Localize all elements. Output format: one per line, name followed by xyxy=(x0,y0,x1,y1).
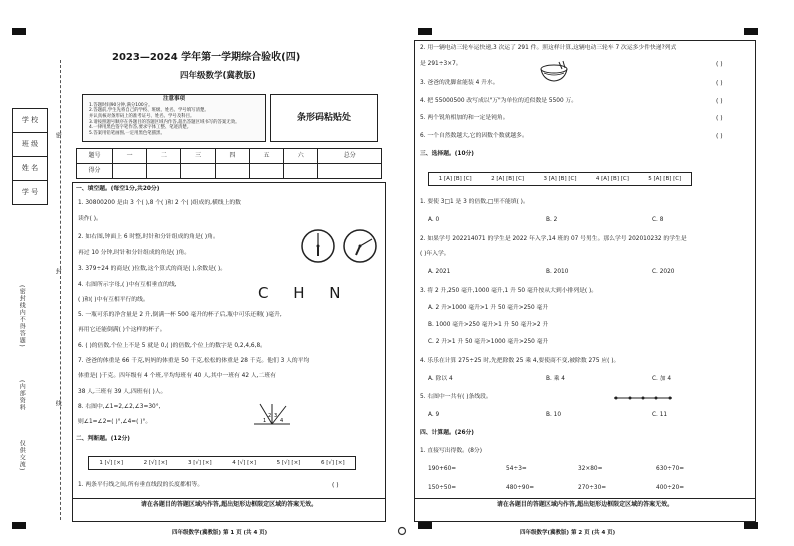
seal-note: (内部资料 xyxy=(18,380,26,412)
seal-note: (密封线内不得答题) xyxy=(18,285,26,348)
q5-line: 再用它还能倒满( )个这样的杯子。 xyxy=(78,327,166,333)
choice-option: C. 8 xyxy=(652,217,664,223)
notice-heading: 注意事项 xyxy=(162,96,185,102)
q7-line: 体重是( )千克。四年级有 4 个班,平均每班有 40 人,其中一班有 42 人,二班有 xyxy=(78,373,276,379)
choice-q4-stem: 4. 乐乐在计算 275÷25 时,先把除数 25 乘 4,要使商不变,被除数 275 应( )。 xyxy=(420,358,620,364)
choice-option: C. 11 xyxy=(652,412,668,418)
judge-answer-cell[interactable]: 4 [√] [×] xyxy=(232,459,256,466)
choice-option: C. 2 升>1 升 50 毫升>1000 毫升>250 毫升 xyxy=(428,339,549,345)
score-cell[interactable] xyxy=(215,164,249,179)
registration-mark xyxy=(744,522,758,529)
judge-q4: 4. 把 55000500 改写成以"万"为单位的近似数是 5500 万。 xyxy=(420,98,578,104)
judge-q6: 6. 一个自然数越大,它的因数个数就越多。 xyxy=(420,133,528,139)
answer-paren[interactable]: ( ) xyxy=(716,115,723,122)
judge-q5: 5. 两个锐角相加的和一定是钝角。 xyxy=(420,115,509,121)
q5-line: 5. 一瓶可乐的净含量是 2 升,倒满一杯 500 毫升的杯子后,瓶中可乐还剩( )毫升, xyxy=(78,312,282,318)
choice-option: C. 加 4 xyxy=(652,376,672,382)
judge-q1: 1. 两条平行线之间,所有垂直线段的长度都相等。 xyxy=(78,482,204,488)
section1-title: 一、填空题。(每空1分,共20分) xyxy=(76,186,160,192)
calc-item: 54÷3= xyxy=(506,466,527,472)
q4-line: 4. 右图所示字母,( )中有互相垂直的线, xyxy=(78,282,177,288)
notice-item: 3.请按照题号顺序在各题目的答题区域内作答,超出答题区域书写的答案无效。 xyxy=(89,119,240,125)
score-cell[interactable] xyxy=(284,164,318,179)
q8-line: 8. 右图中,∠1=2,∠2,∠3=30°, xyxy=(78,404,161,410)
section2-title: 二、判断题。(12分) xyxy=(76,436,130,442)
judge-q3: 3. 爸爸的洗脚盆能装 4 升水。 xyxy=(420,80,499,86)
calc-item: 480÷90= xyxy=(506,485,535,491)
section4-title: 四、计算题。(26分) xyxy=(420,430,474,436)
seal-line xyxy=(60,60,61,520)
choice-q2-stem: ( )年入学。 xyxy=(420,251,450,257)
judge-answer-cell[interactable]: 6 [√] [×] xyxy=(320,459,345,466)
clock-icon xyxy=(342,228,378,264)
choice-q2-stem: 2. 如果学号 202214071 的学生是 2022 年入学,14 班的 07 号男生。那么学号 202010232 的学生是 xyxy=(420,236,687,242)
calc-item: 270÷30= xyxy=(578,485,607,491)
calc-item: 630÷70= xyxy=(656,466,685,472)
score-cell[interactable] xyxy=(318,164,382,179)
q7-line: 38 人,三班有 39 人,四班有( )人。 xyxy=(78,389,167,395)
section3-title: 三、选择题。(10分) xyxy=(420,151,474,157)
segment-figure-icon xyxy=(612,393,674,403)
registration-mark xyxy=(744,28,758,35)
registration-mark xyxy=(12,28,26,35)
calc-item: 150÷50= xyxy=(428,485,457,491)
seal-text-low: 线 xyxy=(54,400,62,407)
choice-option: B. 2 xyxy=(546,217,558,223)
q1-line: 读作( )。 xyxy=(78,216,102,222)
judge-answer-grid xyxy=(88,456,356,470)
answer-paren[interactable]: ( ) xyxy=(716,98,723,105)
choice-q1-stem: 1. 要使 3□1 是 3 的倍数,□里不能填( )。 xyxy=(420,199,529,205)
exam-title: 2023—2024 学年第一学期综合验收(四) xyxy=(112,52,301,63)
angle-label: 3 xyxy=(274,413,278,419)
notice-item: 并认真核对条形码上的准考证号、姓名、学号及科目。 xyxy=(89,114,195,120)
seal-text-top: 密 xyxy=(54,132,62,139)
score-col-header: 五 xyxy=(249,149,283,164)
score-col-header: 四 xyxy=(215,149,249,164)
seal-note: 仅供交流) xyxy=(18,440,26,472)
choice-answer-cell[interactable]: 3 [A] [B] [C] xyxy=(543,175,577,182)
judge-answer-cell[interactable]: 3 [√] [×] xyxy=(187,459,212,466)
registration-mark xyxy=(418,28,432,35)
angle-label: 4 xyxy=(280,418,284,424)
notice-item: 2.答题前,学生先将自己的学校、班级、姓名、学号填写清楚。 xyxy=(89,108,209,114)
score-row-label: 题号 xyxy=(77,149,113,164)
angle-label: 2 xyxy=(268,413,272,419)
notice-item: 5.答案用铅笔画图,一定用黑色笔描黑。 xyxy=(89,131,165,137)
warning-text: 请在各题目的答题区域内作答,超出矩形边框限定区域的答案无效。 xyxy=(414,498,756,508)
warning-text: 请在各题目的答题区域内作答,超出矩形边框限定区域的答案无效。 xyxy=(72,498,386,508)
score-table xyxy=(76,148,382,179)
q1-line: 1. 30800200 是由 3 个( ),8 个( )和 2 个( )组成的,横线上的数 xyxy=(78,200,241,206)
choice-option: A. 0 xyxy=(428,217,440,223)
q4-line: ( )和( )中有互相平行的线。 xyxy=(78,297,149,303)
answer-paren[interactable]: ( ) xyxy=(716,61,723,68)
choice-option: B. 乘 4 xyxy=(546,376,565,382)
calc-item: 32×80= xyxy=(578,466,603,472)
score-cell[interactable] xyxy=(113,164,147,179)
q6-line: 6. ( )的倍数,个位上不是 5 就是 0,( )的倍数,个位上的数字是 0,2,4,6,8。 xyxy=(78,343,266,349)
score-col-header: 二 xyxy=(147,149,181,164)
score-col-header: 一 xyxy=(113,149,147,164)
q8-line: 则∠1=∠2=( )°,∠4=( )°。 xyxy=(78,419,152,425)
q2-line: 再过 10 分钟,时针和分针组成的角是( )角。 xyxy=(78,250,191,256)
choice-answer-cell[interactable]: 1 [A] [B] [C] xyxy=(438,175,472,182)
choice-q3-stem: 3. 将 2 升,250 毫升,1000 毫升,1 升 50 毫升按从大到小排列是( )。 xyxy=(420,288,598,294)
score-row-label: 得分 xyxy=(77,164,113,179)
answer-paren[interactable]: ( ) xyxy=(332,482,339,489)
class-field-label: 班 级 xyxy=(13,133,48,157)
choice-q5-stem: 5. 右图中一共有( )条线段。 xyxy=(420,394,492,400)
choice-option: B. 1000 毫升>250 毫升>1 升 50 毫升>2 升 xyxy=(428,322,549,328)
choice-option: A. 9 xyxy=(428,412,440,418)
section4-sub: 1. 直接写出得数。(8分) xyxy=(420,448,482,454)
score-cell[interactable] xyxy=(147,164,181,179)
student-info-table xyxy=(12,108,48,205)
notice-item: 1.答题时间90分钟,满分100分。 xyxy=(89,102,153,108)
score-col-header: 总分 xyxy=(318,149,382,164)
answer-paren[interactable]: ( ) xyxy=(716,133,723,140)
barcode-area: 条形码粘贴处 xyxy=(270,94,378,142)
choice-option: B. 10 xyxy=(546,412,562,418)
judge-answer-cell[interactable]: 5 [√] [×] xyxy=(276,459,301,466)
calc-item: 190+60= xyxy=(428,466,457,472)
score-cell[interactable] xyxy=(249,164,283,179)
angle-figure-icon xyxy=(252,402,292,428)
clock-icon xyxy=(300,228,336,264)
registration-mark xyxy=(418,522,432,529)
choice-answer-cell[interactable]: 4 [A] [B] [C] xyxy=(595,175,629,182)
punch-hole-icon xyxy=(397,526,407,536)
choice-option: C. 2020 xyxy=(652,269,675,275)
notice-box xyxy=(82,94,266,142)
washbasin-icon xyxy=(538,60,570,84)
judge-answer-cell[interactable]: 1 [√] [×] xyxy=(99,459,124,466)
choice-option: A. 2 升>1000 毫升>1 升 50 毫升>250 毫升 xyxy=(428,305,549,311)
registration-mark xyxy=(12,522,26,529)
judge-answer-cell[interactable]: 2 [√] [×] xyxy=(143,459,168,466)
choice-option: A. 除以 4 xyxy=(428,376,453,382)
notice-item: 4.一律用黑色签字笔作答,要求字体工整、笔迹清楚。 xyxy=(89,125,192,131)
number-field-label: 学 号 xyxy=(13,181,48,205)
score-col-header: 三 xyxy=(181,149,215,164)
choice-answer-cell[interactable]: 2 [A] [B] [C] xyxy=(491,175,525,182)
choice-answer-grid xyxy=(428,172,692,186)
answer-frame-left xyxy=(72,182,386,522)
score-col-header: 六 xyxy=(284,149,318,164)
choice-option: A. 2021 xyxy=(428,269,451,275)
score-cell[interactable] xyxy=(181,164,215,179)
q2-line: 2. 如右图,钟面上 6 时整,时针和分针组成的角是( )角。 xyxy=(78,234,219,240)
school-field-label: 学 校 xyxy=(13,109,48,133)
seal-text-mid: 封 xyxy=(54,268,62,275)
calc-item: 400÷20= xyxy=(656,485,685,491)
judge-q2: 是 291÷3×7。 xyxy=(420,61,462,67)
judge-q2: 2. 用一辆电动三轮车运快递,3 次运了 291 件。照这样计算,这辆电动三轮车 7 次运多少件快递?列式 xyxy=(420,45,677,51)
angle-label: 1 xyxy=(263,418,267,424)
letters-figure: C H N xyxy=(258,284,351,302)
q3-line: 3. 379÷24 的商是( )位数,这个算式的商是( ),余数是( )。 xyxy=(78,266,227,272)
page-footer: 四年级数学(冀教版) 第 2 页 (共 4 页) xyxy=(520,530,616,536)
name-field-label: 姓 名 xyxy=(13,157,48,181)
exam-subtitle: 四年级数学(冀教版) xyxy=(180,71,256,81)
q7-line: 7. 爸爸的体重是 66 千克,妈妈的体重是 50 千克,松松的体重是 28 千克。他们 3 人的平均 xyxy=(78,358,310,364)
choice-answer-cell[interactable]: 5 [A] [B] [C] xyxy=(648,175,682,182)
page-footer: 四年级数学(冀教版) 第 1 页 (共 4 页) xyxy=(172,530,268,536)
answer-paren[interactable]: ( ) xyxy=(716,80,723,87)
choice-option: B. 2010 xyxy=(546,269,569,275)
